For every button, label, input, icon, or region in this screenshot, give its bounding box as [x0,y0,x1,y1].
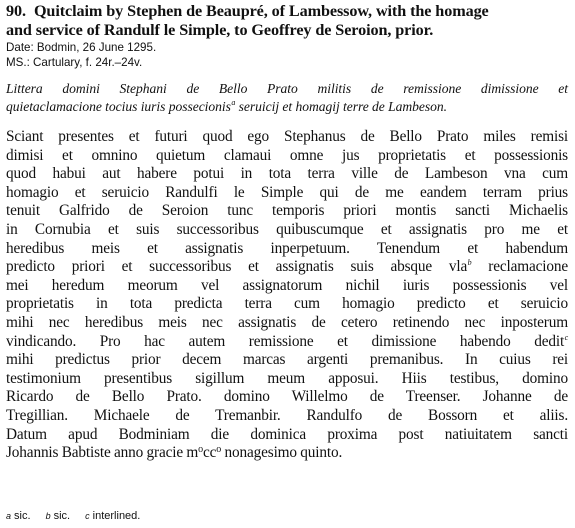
footnote-marker-c: c [564,332,568,342]
manuscript-line: MS.: Cartulary, f. 24r.–24v. [6,55,143,69]
footnote-mark: a [6,511,12,521]
text-segment: cc [202,444,217,462]
heading-title-line-2: and service of Randulf le Simple, to Geoffrey de Seroion, prior. [6,20,434,39]
text-line: heredibus meis et assignatis inperpetuum. Tenendum et habendum [6,239,568,257]
text-line: Sciant presentes et futuri quod ego Stephanus de Bello Prato miles remisi [6,128,568,145]
text-line [6,258,568,277]
text-line: Tregillian. Michaele de Tremanbir. Randulfo de Bossorn et aliis. [6,406,568,424]
footnote-mark: b [45,511,51,521]
text-line: Ricardo de Bello Prato. domino Willelmo de Treenser. Johanne de [6,388,568,406]
text-line [6,444,568,463]
charter-number: 90. [6,2,26,20]
text-line: dimisi et omnino quietum clamaui omne jus proprietatis et possessionis [6,146,568,164]
text-segment: predicto priori et successoribus et assignatis suis absque vla [6,258,468,276]
text-line: mihi nec heredibus meis nec assignatis de cetero retinendo nec inposterum [6,313,568,331]
text-line [6,333,568,352]
footnote-marker-a: a [231,97,236,107]
date-line: Date: Bodmin, 26 June 1295. [6,41,157,54]
footnote-marker-b: b [467,258,472,268]
footnote-c [85,510,140,522]
text-line: mihi predictus prior decem marcas argenti premanibus. In cuius rei [6,351,568,369]
superscript-o: o [198,444,203,456]
text-segment: nonagesimo quinto. [221,444,343,462]
footnote-b [46,510,71,522]
heading-line-1 [6,2,568,21]
document-meta [6,41,568,70]
text-line: quod habui aut habere potui in tota terra ville de Lambeson vna cum [6,165,568,183]
rubric-text: quietaclamacione tocius iuris possecionis [6,98,231,114]
text-segment: vindicando. Pro hac autem remissione et dimissione habendo dedit [6,332,565,350]
text-segment: Johannis Babtiste anno gracie m [6,444,199,462]
text-line: Datum apud Bodminiam die dominica proxima post natiuitatem sancti [6,425,568,443]
text-segment: reclamacione [471,258,568,276]
rubric-line-2 [6,98,568,116]
footnote-mark: c [85,511,90,521]
document-page [6,2,568,463]
superscript-o: o [216,444,222,456]
charter-text [6,128,568,463]
rubric [6,80,568,115]
text-line: tenuit Galfrido de Seroion tunc temporis priori montis sancti Michaelis [6,202,568,220]
footnotes [6,509,152,523]
footnote-text: interlined. [92,510,141,522]
rubric-text: seruicij et homagij terre de Lambeson. [235,98,447,114]
document-heading [6,2,568,39]
footnote-text: sic. [14,510,31,522]
footnote-text: sic. [53,510,71,522]
text-line: testimonium presentibus sigillum meum apposui. Hiis testibus, domino [6,369,568,387]
footnote-a [6,510,31,522]
text-line: proprietatis in tota predicta terra cum homagio predicto et seruicio [6,295,568,313]
heading-title-line-1: Quitclaim by Stephen de Beaupré, of Lambessow, with the homage [33,2,489,20]
text-line: homagio et seruicio Randulfi le Simple qui de me eandem terram prius [6,183,568,201]
text-line: mei heredum meorum vel assignatorum nichil iuris possessionis vel [6,276,568,294]
text-line: in Cornubia et suis successoribus quibuscumque et assignatis pro me et [6,220,568,238]
rubric-line-1: Littera domini Stephani de Bello Prato militis de remissione dimissione et [6,81,568,96]
